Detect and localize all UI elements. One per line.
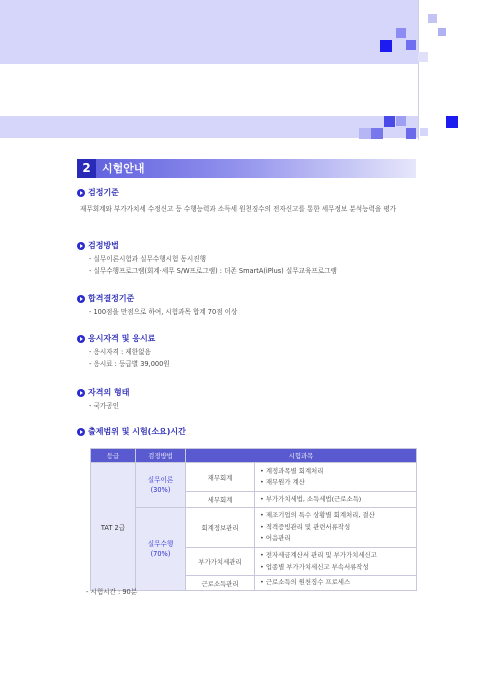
decor-square — [371, 128, 383, 139]
block-title: 자격의 형태 — [88, 388, 130, 397]
content-cell — [255, 508, 417, 548]
decor-square — [428, 14, 437, 23]
type-block — [77, 387, 422, 413]
method-block — [77, 240, 422, 277]
list-item: - 국가공인 — [89, 402, 119, 410]
decor-square — [418, 52, 428, 62]
decor-square — [438, 28, 446, 36]
eligibility-block — [77, 333, 422, 370]
content-cell — [255, 548, 417, 576]
header-band — [0, 0, 418, 64]
decor-square — [446, 116, 458, 128]
header-vertical-line — [418, 0, 419, 140]
content-cell — [255, 492, 417, 508]
list-item: - 응시자격 : 제한없음 — [89, 348, 151, 356]
content-item: • 어음관리 — [260, 533, 416, 545]
block-title: 출제범위 및 시험(소요)시간 — [88, 427, 186, 436]
arrow-bullet-icon — [77, 242, 85, 250]
header-band-lower — [0, 116, 418, 138]
arrow-bullet-icon — [77, 295, 85, 303]
table-row — [91, 463, 417, 492]
exam-time-note: - 시험시간 : 90분 — [86, 588, 138, 596]
arrow-bullet-icon — [77, 189, 85, 197]
section-number: 2 — [77, 159, 96, 178]
header-grade: 등급 — [91, 449, 136, 463]
arrow-bullet-icon — [77, 389, 85, 397]
block-title: 응시자격 및 응시료 — [88, 334, 156, 343]
exam-table — [90, 448, 417, 591]
content-item: • 업종별 부가가치세신고 부속서류작성 — [260, 562, 416, 574]
content-item: • 적격증빙관리 및 관련서류작성 — [260, 522, 416, 534]
criteria-block — [77, 187, 422, 215]
content-item: • 근로소득의 원천징수 프로세스 — [260, 577, 416, 589]
table-header-row — [91, 449, 417, 463]
block-title: 합격결정기준 — [88, 294, 135, 303]
list-item: - 실무수행프로그램(회계·세무 S/W프로그램) : 더존 SmartA(iPlus) 실무교육프로그램 — [89, 266, 337, 275]
section-title: 시험안내 — [102, 162, 145, 175]
decor-square — [406, 128, 416, 139]
decor-square — [420, 128, 428, 136]
method-cell-practice — [136, 508, 186, 591]
content-item: • 재무원가 계산 — [260, 477, 416, 489]
arrow-bullet-icon — [77, 335, 85, 343]
subject-cell: 세무회계 — [186, 492, 255, 508]
content-cell — [255, 463, 417, 492]
decor-square — [380, 40, 392, 52]
decor-square — [406, 40, 416, 50]
header-subject: 시험과목 — [186, 449, 417, 463]
subject-cell: 회계정보관리 — [186, 508, 255, 548]
section-header — [77, 159, 416, 178]
method-cell-theory — [136, 463, 186, 508]
table-row — [91, 508, 417, 548]
header-divider — [0, 64, 418, 65]
content-item: • 계정과목별 회계처리 — [260, 466, 416, 478]
scope-block — [77, 426, 422, 438]
method-percent: (70%) — [150, 550, 171, 558]
list-item: - 실무이론시험과 실무수행시험 동시진행 — [89, 255, 206, 263]
content-cell — [255, 576, 417, 591]
decor-square — [396, 28, 406, 38]
decor-square — [396, 116, 406, 126]
pass-block — [77, 293, 422, 319]
subject-cell: 근로소득관리 — [186, 576, 255, 591]
decor-square — [384, 116, 395, 127]
list-item: - 100점을 만점으로 하여, 시험과목 합계 70점 이상 — [89, 308, 238, 316]
subject-cell: 재무회계 — [186, 463, 255, 492]
method-name: 실무이론 — [147, 476, 174, 484]
subject-cell: 부가가치세관리 — [186, 548, 255, 576]
criteria-text: 재무회계와 부가가치세 수정신고 등 수행능력과 소득세 원천징수의 전자신고를 통한 세무정보 분석능력을 평가 — [80, 205, 397, 213]
content-item: • 부가가치세법, 소득세법(근로소득) — [260, 494, 416, 506]
grade-cell: TAT 2급 — [91, 463, 136, 591]
block-title: 검정기준 — [88, 188, 119, 197]
method-name: 실무수행 — [147, 540, 174, 548]
arrow-bullet-icon — [77, 428, 85, 436]
header-method: 검정방법 — [136, 449, 186, 463]
block-title: 검정방법 — [88, 241, 119, 250]
method-percent: (30%) — [150, 486, 171, 494]
content-item: • 전자세금계산서 관리 및 부가가치세신고 — [260, 550, 416, 562]
decor-square — [359, 128, 371, 139]
list-item: - 응시료 : 등급별 39,000원 — [89, 359, 170, 368]
content-item: • 제조기업의 특수 상황별 회계처리, 결산 — [260, 510, 416, 522]
